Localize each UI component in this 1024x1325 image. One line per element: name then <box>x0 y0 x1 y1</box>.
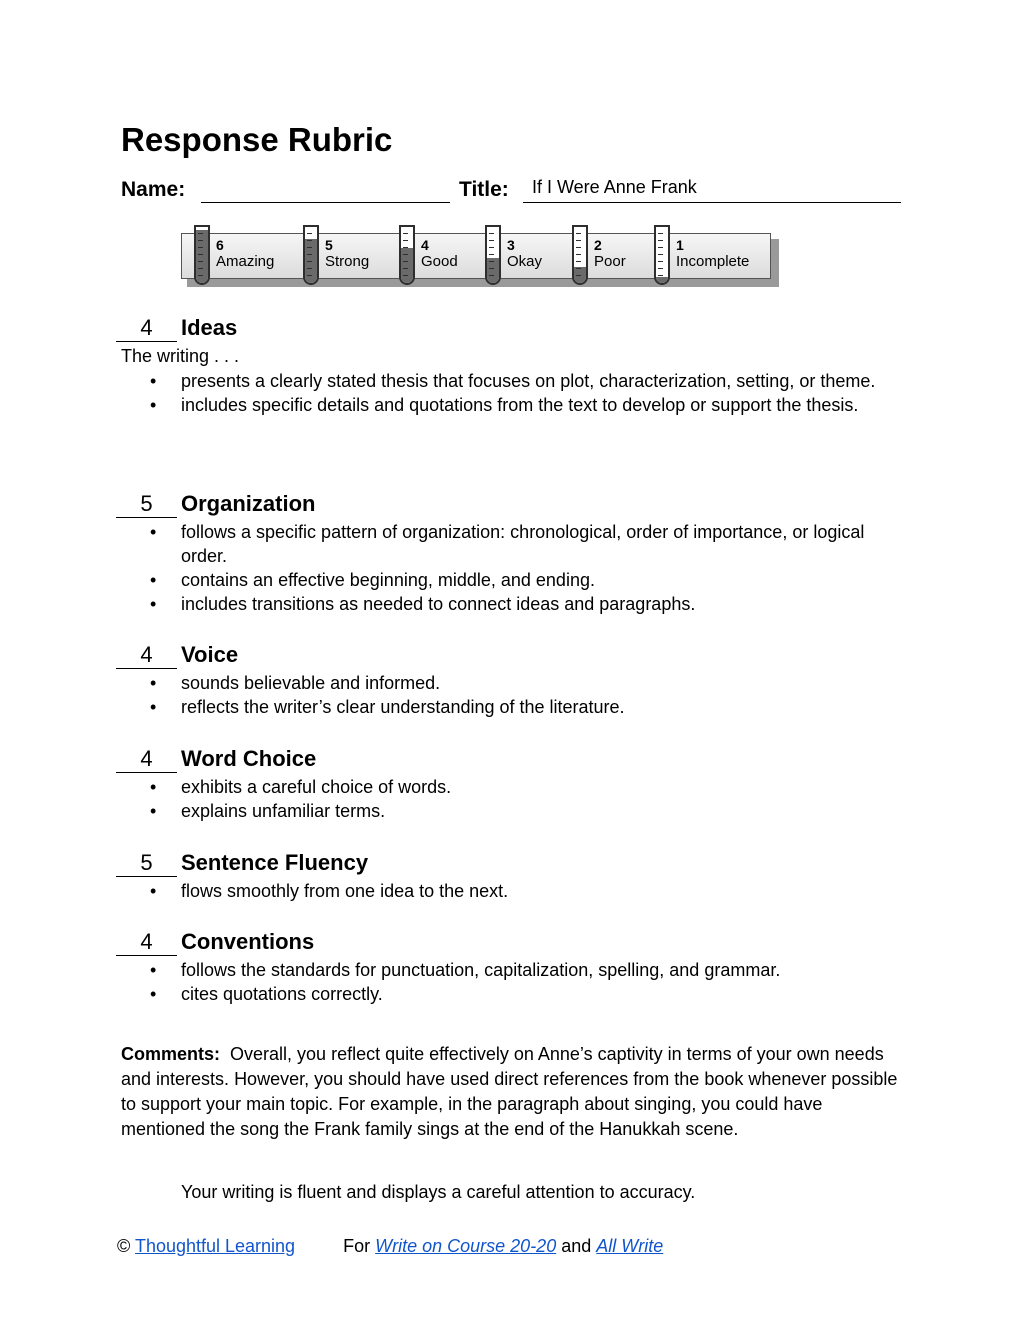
category-title: Ideas <box>181 315 238 340</box>
criteria-list <box>116 671 906 719</box>
criteria-item: • presents a clearly stated thesis that focuses on plot, characterization, setting, or theme. <box>116 369 906 393</box>
criteria-item: • includes specific details and quotations from the text to develop or support the thesis. <box>116 393 906 417</box>
footer <box>117 1234 663 1258</box>
criteria-item: • follows the standards for punctuation, capitalization, spelling, and grammar. <box>116 958 906 982</box>
criteria-item: • contains an effective beginning, middle, and ending. <box>116 568 906 592</box>
criteria-list <box>116 369 906 417</box>
scale-number: 5 <box>325 237 333 253</box>
criteria-item: • sounds believable and informed. <box>116 671 906 695</box>
test-tube-icon <box>485 225 501 285</box>
test-tube-icon <box>399 225 415 285</box>
test-tube-icon <box>572 225 588 285</box>
category-title: Organization <box>181 491 316 516</box>
comments-closing: Your writing is fluent and displays a careful attention to accuracy. <box>181 1182 696 1202</box>
criteria-list <box>116 775 906 823</box>
test-tube-ticks <box>403 233 408 277</box>
score-field: 5 <box>116 849 177 877</box>
category-title: Voice <box>181 642 239 667</box>
name-label: Name: <box>121 178 186 201</box>
copyright-symbol: © <box>117 1236 131 1256</box>
page-title: Response Rubric <box>121 121 393 158</box>
criteria-item: • follows a specific pattern of organization: chronological, order of importance, or logical order. <box>116 520 906 568</box>
test-tube-ticks <box>307 233 312 277</box>
scale-label: Strong <box>325 253 370 270</box>
title-label: Title: <box>459 178 509 201</box>
scale-label: Good <box>421 253 458 270</box>
test-tube-ticks <box>658 233 663 277</box>
test-tube-icon <box>194 225 210 285</box>
test-tube-icon <box>303 225 319 285</box>
test-tube-ticks <box>489 233 494 277</box>
test-tube-ticks <box>576 233 581 277</box>
criteria-list <box>116 879 906 903</box>
scale-label: Poor <box>594 253 626 270</box>
criteria-item: • explains unfamiliar terms. <box>116 799 906 823</box>
criteria-item: • exhibits a careful choice of words. <box>116 775 906 799</box>
criteria-list <box>116 958 906 1006</box>
for-text: For <box>343 1236 371 1256</box>
score-field: 4 <box>116 314 177 342</box>
test-tube-icon <box>654 225 670 285</box>
section-intro: The writing . . . <box>121 346 240 366</box>
comments <box>121 1042 901 1142</box>
category-title: Conventions <box>181 929 315 954</box>
scale-label: Incomplete <box>676 253 750 270</box>
score-field: 5 <box>116 490 177 518</box>
criteria-item: • flows smoothly from one idea to the next. <box>116 879 906 903</box>
publisher-link[interactable]: Thoughtful Learning <box>134 1236 296 1256</box>
comments-label: Comments: <box>121 1044 221 1064</box>
scale-number: 1 <box>676 237 684 253</box>
scale-number: 4 <box>421 237 429 253</box>
scale-label: Amazing <box>216 253 275 270</box>
comments-text: Overall, you reflect quite effectively on Anne’s captivity in terms of your own needs and interests. However, you should have used direct references from the book whenever possible to support your main topic. For example, in the paragraph about singing, you could have mentioned the song the Frank family sings at the end of the Hanukkah scene. <box>121 1044 898 1139</box>
scale-number: 6 <box>216 237 224 253</box>
test-tube-ticks <box>198 233 203 277</box>
scale-number: 2 <box>594 237 602 253</box>
score-field: 4 <box>116 641 177 669</box>
category-title: Sentence Fluency <box>181 850 369 875</box>
scale-number: 3 <box>507 237 515 253</box>
criteria-item: • includes transitions as needed to connect ideas and paragraphs. <box>116 592 906 616</box>
title-value: If I Were Anne Frank <box>532 177 697 197</box>
criteria-item: • cites quotations correctly. <box>116 982 906 1006</box>
scale-label: Okay <box>507 253 543 270</box>
all-write-link[interactable]: All Write <box>596 1236 664 1256</box>
criteria-list <box>116 520 906 616</box>
title-line <box>523 202 901 203</box>
rating-scale <box>181 225 781 295</box>
score-field: 4 <box>116 745 177 773</box>
criteria-item: • reflects the writer’s clear understanding of the literature. <box>116 695 906 719</box>
write-on-course-link[interactable]: Write on Course 20-20 <box>375 1236 557 1256</box>
name-field <box>201 202 450 203</box>
and-text: and <box>561 1236 592 1256</box>
score-field: 4 <box>116 928 177 956</box>
category-title: Word Choice <box>181 746 317 771</box>
test-tube-fill <box>656 277 668 283</box>
